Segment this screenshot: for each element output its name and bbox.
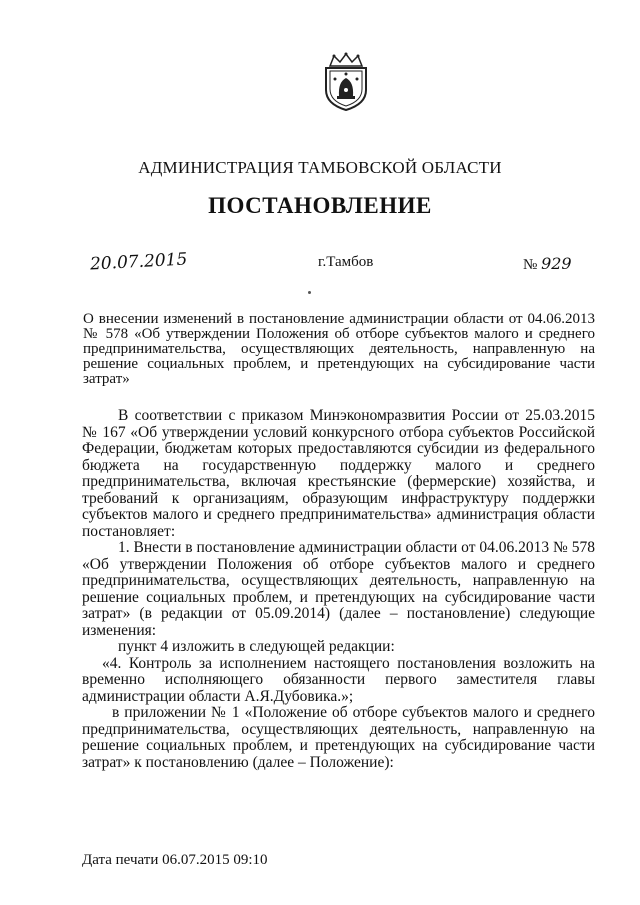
number-prefix: № [523,257,538,273]
ink-dot [308,291,311,294]
document-body [82,408,595,771]
document-type-title: ПОСТАНОВЛЕНИЕ [208,193,432,218]
body-paragraph-item-1: 1. Внести в постановление администрации области от 04.06.2013 № 578 «Об утверждении Положения об отборе субъектов малого и среднего предпринимательства, осуществляющих деятельность, направленную на решение социальных проблем, и претендующих на субсидирование части затрат» (в редакции от 05.09.2014) (далее – постановление) следующие изменения: [82,539,595,639]
document-number [523,254,572,274]
document-subject: О внесении изменений в постановление администрации области от 04.06.2013 № 578 «Об утверждении Положения об отборе субъектов малого и среднего предпринимательства, осуществляющих деятельность, направленную на решение социальных проблем, и претендующих на субсидирование части затрат» [83,311,595,387]
body-paragraph-appendix: в приложении № 1 «Положение об отборе субъектов малого и среднего предпринимательства, осуществляющих деятельность, направленную на решение социальных проблем, и претендующих на субсидирование части затрат» к постановлению (далее – Положение): [82,704,595,771]
handwritten-date: 20.07.2015 [89,249,188,275]
body-paragraph-preamble: В соответствии с приказом Минэкономразвития России от 25.03.2015 № 167 «Об утверждении условий конкурсного отбора субъектов Российской Федерации, бюджетам которых предоставляются субсидии из федерального бюджета на государственную поддержку малого и среднего предпринимательства, включая крестьянские (фермерские) хозяйства, и требований к организациям, образующим инфраструктуру поддержки субъектов малого и среднего предпринимательства» администрация области постановляет: [82,407,595,540]
body-paragraph-item-4-text: «4. Контроль за исполнением настоящего постановления возложить на временно исполняющего обязанности первого заместителя главы администрации области А.Я.Дубовика.»; [82,654,595,705]
city-label: г.Тамбов [318,254,374,270]
handwritten-number: 929 [541,254,572,273]
print-date-footer: Дата печати 06.07.2015 09:10 [82,852,268,868]
tambov-coat-of-arms-icon [320,52,372,112]
body-paragraph-item-4-intro: пункт 4 изложить в следующей редакции: [118,638,395,655]
organization-name: АДМИНИСТРАЦИЯ ТАМБОВСКОЙ ОБЛАСТИ [138,158,502,177]
